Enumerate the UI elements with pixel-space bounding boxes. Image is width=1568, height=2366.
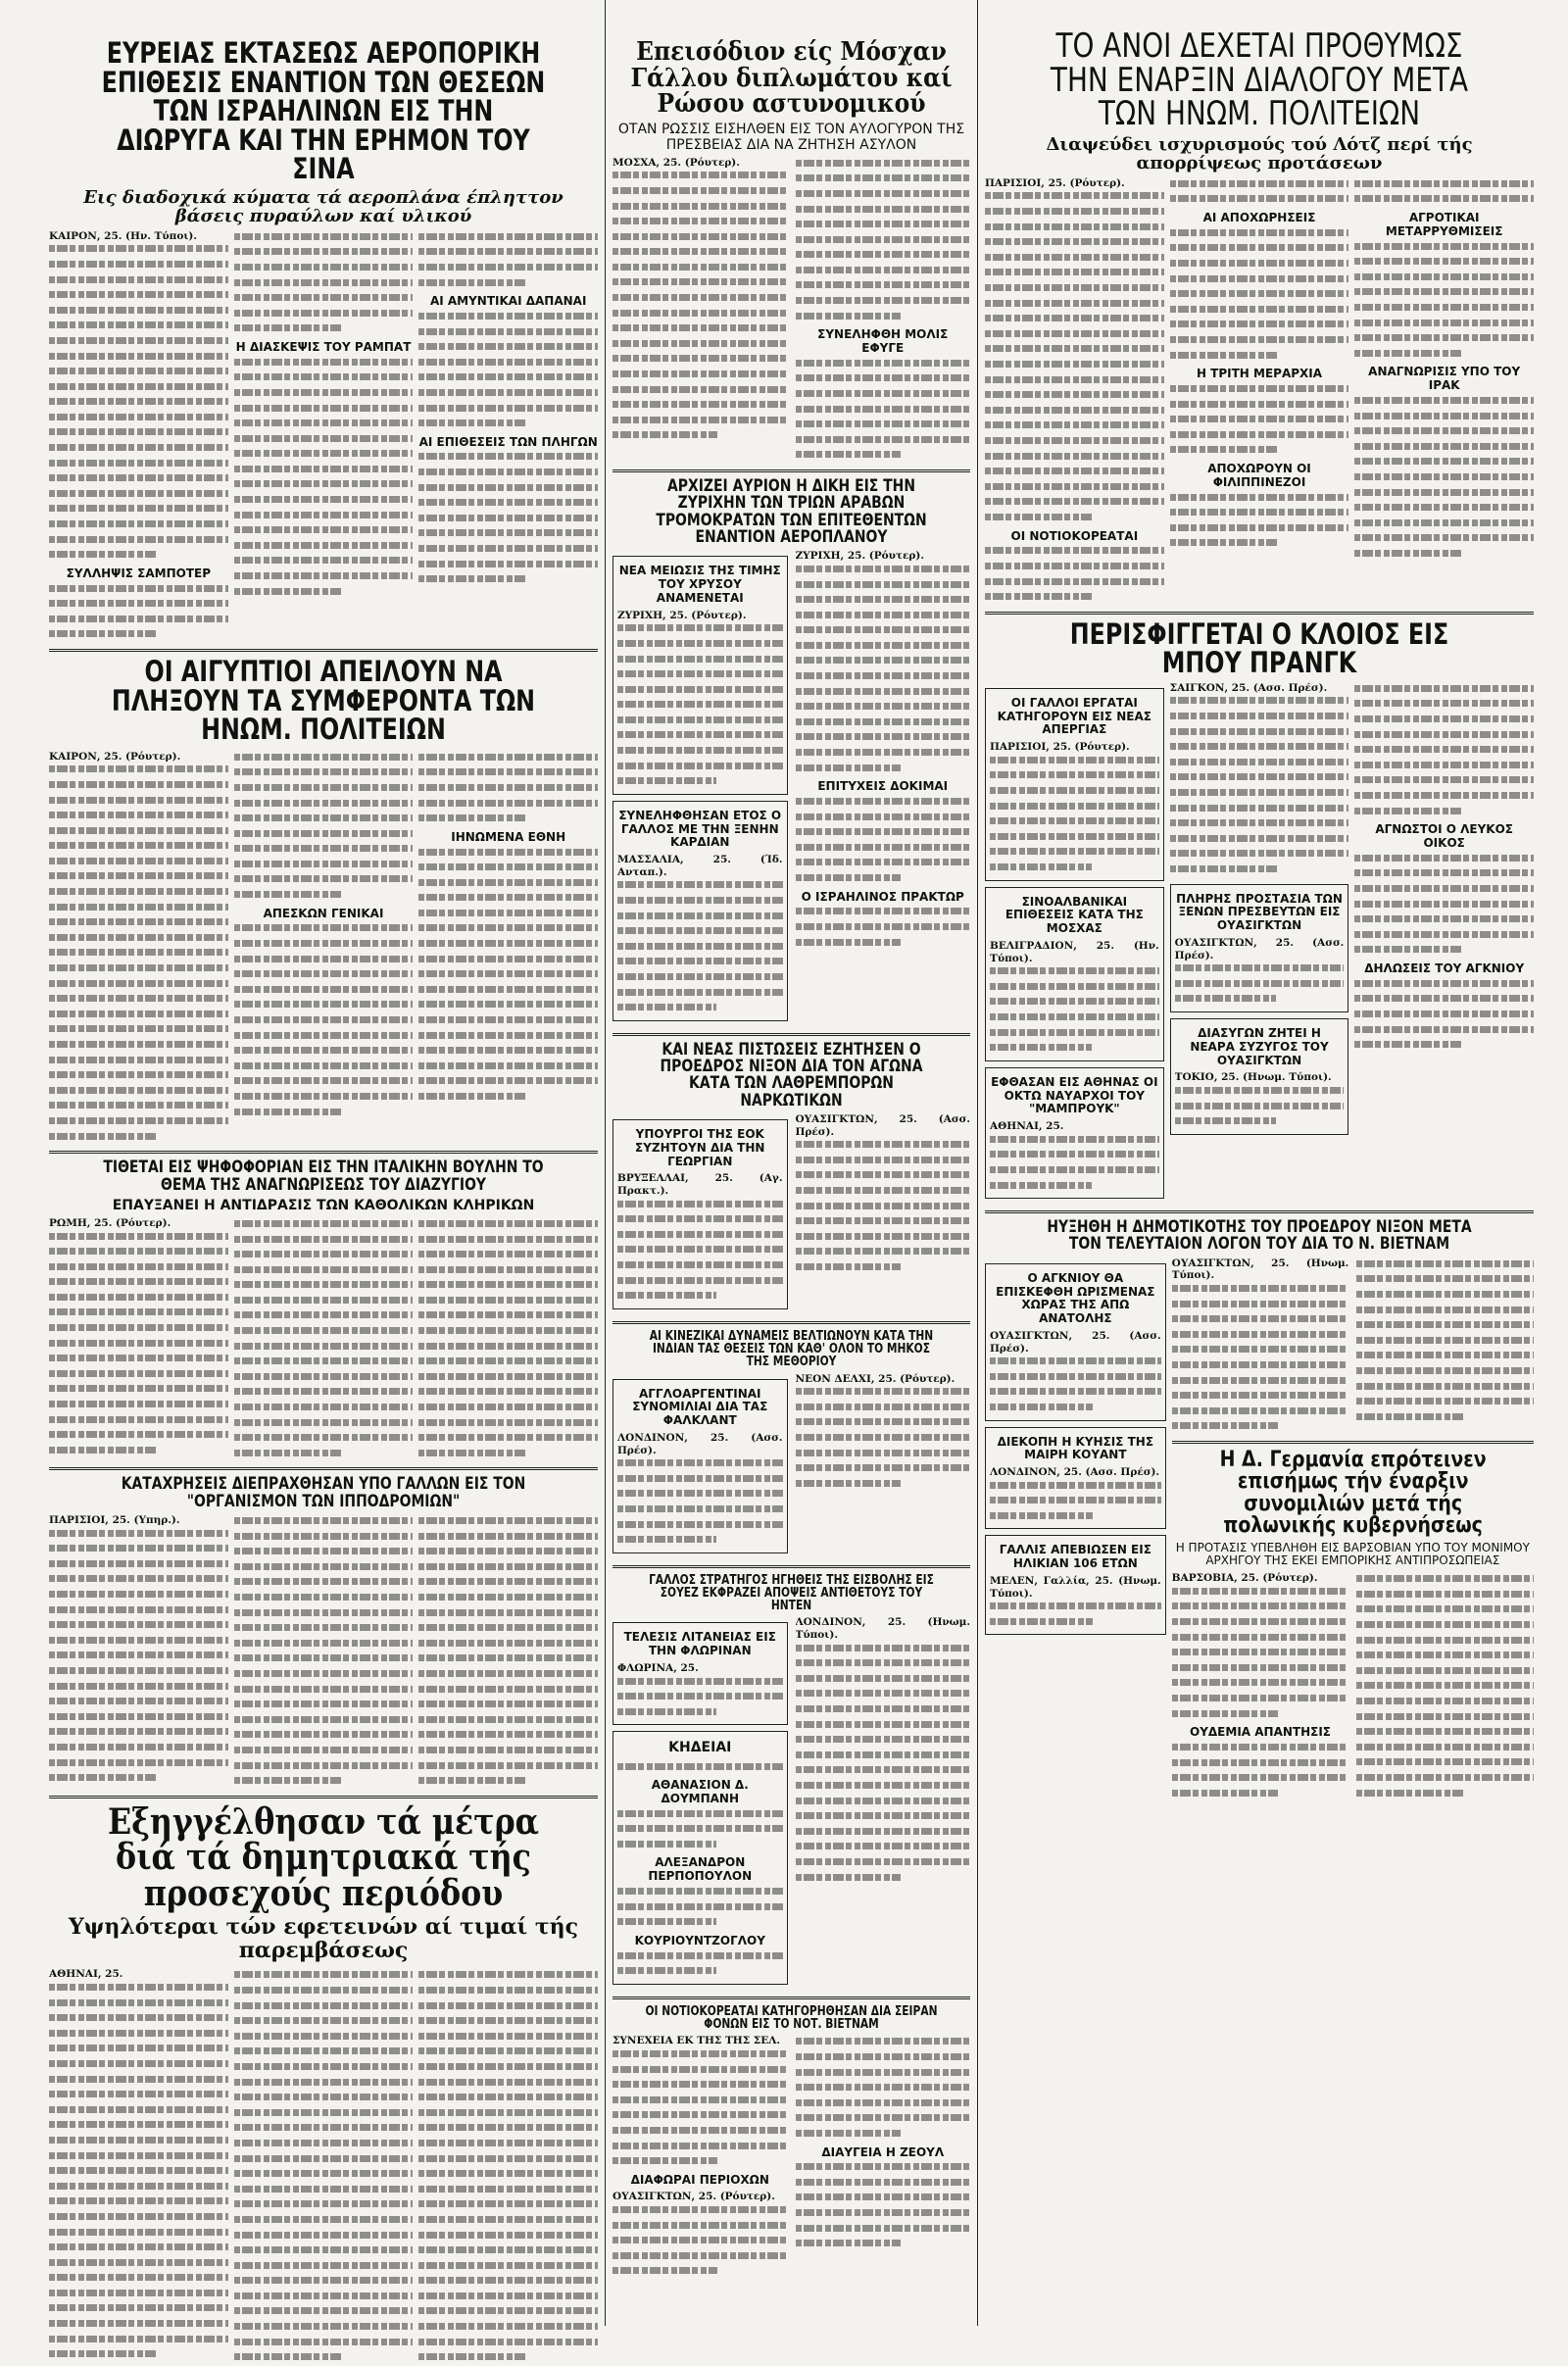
- box-falklands: [612, 1379, 788, 1553]
- column-middle: [612, 0, 970, 2280]
- subheading: ΕΠΑΥΞΑΝΕΙ Η ΑΝΤΙΔΡΑΣΙΣ ΤΩΝ ΚΑΘΟΛΙΚΩΝ ΚΛΗΡΙΚΩΝ: [112, 1197, 535, 1213]
- article-body: [49, 230, 598, 643]
- article-west-germany-poland: [1171, 1447, 1534, 1801]
- box-106-years: [985, 1535, 1166, 1635]
- headline: ΑΙ ΚΙΝΕΖΙΚΑΙ ΔΥΝΑΜΕΙΣ ΒΕΛΤΙΩΝΟΥΝ ΚΑΤΑ ΤΗΝ ΙΝΔΙΑΝ ΤΑΣ ΘΕΣΕΙΣ ΤΩΝ ΚΑΘ' ΟΛΟΝ ΤΟ ΜΗΚΟΣ ΤΗΣ ΜΕΘΟΡΙΟΥ: [649, 1328, 934, 1370]
- dateline: ΟΥΑΣΙΓΚΤΩΝ, 25. (Ασσ. Πρέσ).: [990, 1329, 1161, 1355]
- column-rule: [605, 0, 606, 2326]
- article-hanoi-dialogue: [985, 0, 1534, 606]
- dateline: ΜΟΣΧΑ, 25. (Ρόυτερ).: [612, 156, 740, 169]
- article-italy-divorce: [49, 1159, 598, 1461]
- headline: ΕΥΡΕΙΑΣ ΕΚΤΑΣΕΩΣ ΑΕΡΟΠΟΡΙΚΗ ΕΠΙΘΕΣΙΣ ΕΝΑΝΤΙΟΝ ΤΩΝ ΘΕΣΕΩΝ ΤΩΝ ΙΣΡΑΗΛΙΝΩΝ ΕΙΣ ΤΗΝ ΔΙΩΡΥΓΑ ΚΑΙ ΤΗΝ ΕΡΗΜΟΝ ΤΟΥ ΣΙΝΑ: [101, 36, 546, 186]
- box-eec-ministers: [612, 1119, 788, 1309]
- article-body: [49, 1968, 598, 2365]
- dateline: ΑΘΗΝΑΙ, 25.: [49, 1968, 123, 1981]
- box-admirals: [985, 1067, 1164, 1199]
- article-nixon-popularity: [985, 1219, 1534, 1801]
- subheading: ΑΓΝΩΣΤΟΙ Ο ΛΕΥΚΟΣ ΟΙΚΟΣ: [1375, 822, 1513, 851]
- subheading: ΙΗΝΩΜΕΝΑ ΕΘΝΗ: [451, 829, 566, 844]
- subheading: ΔΗΛΩΣΕΙΣ ΤΟΥ ΑΓΚΝΙΟΥ: [1364, 961, 1525, 975]
- headline: ΟΙ ΑΙΓΥΠΤΙΟΙ ΑΠΕΙΛΟΥΝ ΝΑ ΠΛΗΞΟΥΝ ΤΑ ΣΥΜΦΕΡΟΝΤΑ ΤΩΝ ΗΝΩΜ. ΠΟΛΙΤΕΙΩΝ: [111, 655, 536, 747]
- box-title: ΑΓΓΛΟΑΡΓΕΝΤΙΝΑΙ ΣΥΝΟΜΙΛΙΑΙ ΔΙΑ ΤΑΣ ΦΑΛΚΛΑΝΤ: [632, 1386, 768, 1428]
- subheading: ΣΥΝΕΛΗΦΘΗ ΜΟΛΙΣ ΕΦΥΓΕ: [817, 327, 949, 356]
- subheading: ΣΥΛΛΗΨΙΣ ΣΑΜΠΟΤΕΡ: [66, 566, 212, 580]
- article-body: [985, 177, 1534, 606]
- dateline: ΣΑΙΓΚΟΝ, 25. (Ασσ. Πρέσ).: [1169, 681, 1328, 694]
- box-title: ΟΙ ΓΑΛΛΟΙ ΕΡΓΑΤΑΙ ΚΑΤΗΓΟΡΟΥΝ ΕΙΣ ΝΕΑΣ ΑΠΕΡΓΙΑΣ: [997, 695, 1152, 737]
- box-divorce: [1170, 1018, 1349, 1135]
- headline: ΚΑΙ ΝΕΑΣ ΠΙΣΤΩΣΕΙΣ ΕΖΗΤΗΣΕΝ Ο ΠΡΟΕΔΡΟΣ ΝΙΞΟΝ ΔΙΑ ΤΟΝ ΑΓΩΝΑ ΚΑΤΑ ΤΩΝ ΛΑΘΡΕΜΠΟΡΩΝ ΝΑΡΚΩΤΙΚΩΝ: [660, 1039, 923, 1110]
- dateline: ΦΛΩΡΙΝΑ, 25.: [617, 1662, 699, 1675]
- dateline: ΛΟΝΔΙΝΟΝ, 25. (Ηνωμ. Τύποι).: [795, 1616, 970, 1642]
- headline: Η Δ. Γερμανία επρότεινεν επισήμως τήν έναρξιν συνομιλιών μετά τής πολωνικής κυβερνήσεως: [1219, 1447, 1487, 1539]
- subheading: Η ΔΙΑΣΚΕΨΙΣ ΤΟΥ ΡΑΜΠΑΤ: [235, 339, 412, 354]
- box-title: Ο ΑΓΚΝΙΟΥ ΘΑ ΕΠΙΣΚΕΦΘΗ ΩΡΙΣΜΕΝΑΣ ΧΩΡΑΣ ΤΗΣ ΑΠΩ ΑΝΑΤΟΛΗΣ: [996, 1270, 1155, 1326]
- article-body: [49, 1217, 598, 1462]
- dateline: ΒΕΛΙΓΡΑΔΙΟΝ, 25. (Ην. Τύποι).: [990, 940, 1159, 964]
- article-body: [985, 682, 1534, 1205]
- dateline: ΤΟΚΙΟ, 25. (Ηνωμ. Τύποι).: [1174, 1071, 1332, 1084]
- subheading: ΕΠΙΤΥΧΕΙΣ ΔΟΚΙΜΑΙ: [817, 779, 949, 794]
- box-title: ΓΑΛΛΙΣ ΑΠΕΒΙΩΣΕΝ ΕΙΣ ΗΛΙΚΙΑΝ 106 ΕΤΩΝ: [999, 1543, 1152, 1571]
- box-ambassadors: [1170, 884, 1349, 1012]
- column-right: [985, 0, 1534, 1801]
- dateline: ΒΑΡΣΟΒΙΑ, 25. (Ρόυτερ).: [1171, 1572, 1318, 1585]
- column-left: [49, 0, 598, 2366]
- box-title: ΔΙΑΣΥΓΩΝ ΖΗΤΕΙ Η ΝΕΑΡΑ ΣΥΖΥΓΟΣ ΤΟΥ ΟΥΑΣΙΓΚΤΩΝ: [1190, 1025, 1329, 1067]
- headline: ΚΑΤΑΧΡΗΣΕΙΣ ΔΙΕΠΡΑΧΘΗΣΑΝ ΥΠΟ ΓΑΛΛΩΝ ΕΙΣ ΤΟΝ "ΟΡΓΑΝΙΣΜΟΝ ΤΩΝ ΙΠΠΟΔΡΟΜΙΩΝ": [121, 1474, 526, 1511]
- headline: ΑΡΧΙΖΕΙ ΑΥΡΙΟΝ Η ΔΙΚΗ ΕΙΣ ΤΗΝ ΖΥΡΙΧΗΝ ΤΩΝ ΤΡΙΩΝ ΑΡΑΒΩΝ ΤΡΟΜΟΚΡΑΤΩΝ ΤΩΝ ΕΠΙΤΕΘΕΝΤΩΝ ΕΝΑΝΤΙΟΝ ΑΕΡΟΠΛΑΝΟΥ: [656, 476, 927, 547]
- subheading: ΟΙ ΝΟΤΙΟΚΟΡΕΑΤΑΙ: [1010, 528, 1139, 543]
- dateline: ΖΥΡΙΧΗ, 25. (Ρόυτερ).: [617, 609, 747, 621]
- box-heart: [612, 801, 788, 1021]
- box-funerals: [612, 1731, 788, 1984]
- deck: Υψηλότεραι τών εφετεινών αί τιμαί τής παρεμβάσεως: [68, 1913, 579, 1963]
- dateline: ΜΕΛΕΝ, Γαλλία, 25. (Ηνωμ. Τύποι).: [990, 1575, 1161, 1600]
- subheading: ΑΓΡΟΤΙΚΑΙ ΜΕΤΑΡΡΥΘΜΙΣΕΙΣ: [1385, 211, 1503, 238]
- dateline: ΠΑΡΙΣΙΟΙ, 25. (Υπηρ.).: [49, 1514, 180, 1527]
- article-hippodromes: [49, 1476, 598, 1789]
- deck: Εις διαδοχικά κύματα τά αεροπλάνα έπληττον βάσεις πυραύλων καί υλικού: [83, 186, 564, 227]
- article-body: [49, 751, 598, 1145]
- dateline: ΟΥΑΣΙΓΚΤΩΝ, 25. (Ηνωμ. Τύποι).: [1171, 1257, 1349, 1282]
- dateline: ΟΥΑΣΙΓΚΤΩΝ, 25. (Ασσ. Πρέσ).: [795, 1113, 970, 1138]
- headline: ΗΥΞΗΘΗ Η ΔΗΜΟΤΙΚΟΤΗΣ ΤΟΥ ΠΡΟΕΔΡΟΥ ΝΙΞΟΝ ΜΕΤΑ ΤΟΝ ΤΕΛΕΥΤΑΙΟΝ ΛΟΓΟΝ ΤΟΥ ΔΙΑ ΤΟ Ν. ΒΙΕΤΝΑΜ: [1047, 1217, 1472, 1255]
- dateline: ΖΥΡΙΧΗ, 25. (Ρόυτερ).: [795, 550, 924, 563]
- box-sino-albanian: [985, 887, 1164, 1061]
- headline: Εξηγγέλθησαν τά μέτρα διά τά δημητριακά τής προσεχούς περιόδου: [107, 1800, 540, 1915]
- article-air-strike: [49, 0, 598, 643]
- subheading: ΑΙ ΑΜΥΝΤΙΚΑΙ ΔΑΠΑΝΑΙ: [429, 294, 587, 309]
- headline: ΠΕΡΙΣΦΙΓΓΕΤΑΙ Ο ΚΛΟΙΟΣ ΕΙΣ ΜΠΟΥ ΠΡΑΝΓΚ: [1069, 616, 1449, 680]
- box-title: ΤΕΛΕΣΙΣ ΛΙΤΑΝΕΙΑΣ ΕΙΣ ΤΗΝ ΦΛΩΡΙΝΑΝ: [623, 1630, 776, 1658]
- box-title: ΕΦΘΑΣΑΝ ΕΙΣ ΑΘΗΝΑΣ ΟΙ ΟΚΤΩ ΝΑΥΑΡΧΟΙ ΤΟΥ "ΜΑΜΠΡΟΥΚ": [991, 1074, 1158, 1116]
- article-body: [612, 1616, 970, 1990]
- headline: ΟΙ ΝΟΤΙΟΚΟΡΕΑΤΑΙ ΚΑΤΗΓΟΡΗΘΗΣΑΝ ΔΙΑ ΣΕΙΡΑΝ ΦΟΝΩΝ ΕΙΣ ΤΟ ΝΟΤ. ΒΙΕΤΝΑΜ: [645, 2003, 938, 2033]
- box-title: ΚΗΔΕΙΑΙ: [668, 1740, 732, 1756]
- dateline: ΠΑΡΙΣΙΟΙ, 25. (Ρόυτερ).: [985, 176, 1125, 189]
- article-body: [612, 157, 970, 464]
- headline: ΓΑΛΛΟΣ ΣΤΡΑΤΗΓΟΣ ΗΓΗΘΕΙΣ ΤΗΣ ΕΙΣΒΟΛΗΣ ΕΙΣ ΣΟΥΕΖ ΕΚΦΡΑΖΕΙ ΑΠΟΨΕΙΣ ΑΝΤΙΘΕΤΟΥΣ ΤΟΥ ΗΝΤΕΝ: [649, 1572, 934, 1614]
- headline: ΤΟ ΑΝΟΙ ΔΕΧΕΤΑΙ ΠΡΟΘΥΜΩΣ ΤΗΝ ΕΝΑΡΞΙΝ ΔΙΑΛΟΓΟΥ ΜΕΤΑ ΤΩΝ ΗΝΩΜ. ΠΟΛΙΤΕΙΩΝ: [1050, 26, 1469, 134]
- subheading: ΑΠΕΣΚΩΝ ΓΕΝΙΚΑΙ: [263, 906, 384, 920]
- box-title: ΠΛΗΡΗΣ ΠΡΟΣΤΑΣΙΑ ΤΩΝ ΞΕΝΩΝ ΠΡΕΣΒΕΥΤΩΝ ΕΙΣ ΟΥΑΣΙΓΚΤΩΝ: [1176, 891, 1343, 933]
- dateline: ΝΕΟΝ ΔΕΛΧΙ, 25. (Ρόυτερ).: [795, 1372, 956, 1385]
- dateline: ΛΟΝΔΙΝΟΝ, 25. (Ασσ. Πρέσ).: [617, 1431, 783, 1456]
- article-china-india: [612, 1330, 970, 1559]
- article-body: [612, 550, 970, 1026]
- article-zurich-trial: [612, 478, 970, 1027]
- article-body: [612, 1113, 970, 1315]
- subheading: ΔΙΑΥΓΕΙΑ Η ΖΕΟΥΛ: [821, 2144, 945, 2159]
- subheading: ΑΙ ΕΠΙΘΕΣΕΙΣ ΤΩΝ ΠΛΗΓΩΝ: [418, 434, 598, 449]
- article-body: [612, 2035, 970, 2280]
- box-title: ΔΙΕΚΟΠΗ Η ΚΥΗΣΙΣ ΤΗΣ ΜΑΙΡΗ ΚΟΥΑΝΤ: [997, 1434, 1154, 1462]
- subheading: ΑΠΟΧΩΡΟΥΝ ΟΙ ΦΙΛΙΠΠΙΝΕΖΟΙ: [1207, 461, 1311, 489]
- subheading: ΣΥΝΕΧΕΙΑ ΕΚ ΤΗΣ ΤΗΣ ΣΕΛ.: [612, 2035, 781, 2047]
- article-grain-measures: [49, 1800, 598, 2366]
- article-moscow-incident: [612, 0, 970, 464]
- subheading: ΟΤΑΝ ΡΩΣΣΙΣ ΕΙΣΗΛΘΕΝ ΕΙΣ ΤΟΝ ΑΥΛΟΓΥΡΟΝ ΤΗΣ ΠΡΕΣΒΕΙΑΣ ΔΙΑ ΝΑ ΖΗΤΗΣΗ ΑΣΥΛΟΝ: [617, 121, 965, 153]
- dateline: ΟΥΑΣΙΓΚΤΩΝ, 25. (Ρόυτερ).: [612, 2191, 775, 2203]
- box-agnew: [985, 1263, 1166, 1421]
- subheading: ΔΙΑΦΩΡΑΙ ΠΕΡΙΟΧΩΝ: [630, 2172, 769, 2187]
- dateline: ΑΘΗΝΑΙ, 25.: [990, 1120, 1064, 1133]
- article-suez-general: [612, 1574, 970, 1991]
- funeral-name: ΚΟΥΡΙΟΥΝΤΖΟΓΛΟΥ: [634, 1933, 765, 1947]
- dateline: ΠΑΡΙΣΙΟΙ, 25. (Ρόυτερ).: [990, 741, 1130, 754]
- article-body: [612, 1373, 970, 1559]
- dateline: ΚΑΙΡΟΝ, 25. (Ην. Τύποι).: [49, 229, 198, 242]
- article-nixon-narcotics: [612, 1039, 970, 1315]
- box-title: ΥΠΟΥΡΓΟΙ ΤΗΣ ΕΟΚ ΣΥΖΗΤΟΥΝ ΔΙΑ ΤΗΝ ΓΕΩΡΓΙΑΝ: [635, 1127, 765, 1168]
- dateline: ΒΡΥΞΕΛΛΑΙ, 25. (Αγ. Πρακτ.).: [617, 1172, 783, 1198]
- funeral-name: ΑΘΑΝΑΣΙΟΝ Δ. ΔΟΥΜΠΑΝΗ: [651, 1778, 749, 1805]
- article-body: [49, 1514, 598, 1790]
- article-korean-vietnam: [612, 2005, 970, 2280]
- box-title: ΝΕΑ ΜΕΙΩΣΙΣ ΤΗΣ ΤΙΜΗΣ ΤΟΥ ΧΡΥΣΟΥ ΑΝΑΜΕΝΕΤΑΙ: [618, 564, 781, 605]
- box-florina: [612, 1622, 788, 1725]
- box-gold-price: [612, 556, 788, 795]
- subheading: Ο ΙΣΡΑΗΛΙΝΟΣ ΠΡΑΚΤΩΡ: [801, 889, 964, 904]
- box-french-workers: [985, 688, 1164, 881]
- article-egyptians-threaten: [49, 655, 598, 1145]
- dateline: ΡΩΜΗ, 25. (Ρόυτερ).: [49, 1216, 172, 1229]
- deck: Διαψεύδει ισχυρισμούς τού Λότζ περί τής απορρίψεως προτάσεων: [1046, 134, 1473, 174]
- article-body: [985, 1257, 1534, 1802]
- dateline: ΟΥΑΣΙΓΚΤΩΝ, 25. (Ασσ. Πρέσ).: [1174, 936, 1345, 961]
- article-bu-prang: [985, 616, 1534, 1205]
- subheading: ΑΝΑΓΝΩΡΙΣΙΣ ΥΠΟ ΤΟΥ ΙΡΑΚ: [1368, 365, 1521, 393]
- headline: Επεισόδιον είς Μόσχαν Γάλλου διπλωμάτου καί Ρώσου αστυνομικού: [630, 37, 953, 120]
- subheading: Η ΤΡΙΤΗ ΜΕΡΑΡΧΙΑ: [1196, 367, 1323, 381]
- column-rule: [977, 0, 978, 2326]
- dateline: ΚΑΙΡΟΝ, 25. (Ρόυτερ).: [49, 750, 181, 763]
- subheading: ΑΙ ΑΠΟΧΩΡΗΣΕΙΣ: [1202, 211, 1316, 225]
- dateline: ΛΟΝΔΙΝΟΝ, 25. (Ασσ. Πρέσ).: [990, 1466, 1160, 1479]
- box-title: ΣΙΝΟΑΛΒΑΝΙΚΑΙ ΕΠΙΘΕΣΕΙΣ ΚΑΤΑ ΤΗΣ ΜΟΣΧΑΣ: [1004, 894, 1144, 936]
- headline: ΤΙΘΕΤΑΙ ΕΙΣ ΨΗΦΟΦΟΡΙΑΝ ΕΙΣ ΤΗΝ ΙΤΑΛΙΚΗΝ ΒΟΥΛΗΝ ΤΟ ΘΕΜΑ ΤΗΣ ΑΝΑΓΝΩΡΙΣΕΩΣ ΤΟΥ ΔΙΑΖΥΓΙΟΥ: [103, 1158, 544, 1195]
- subheading: ΟΥΔΕΜΙΑ ΑΠΑΝΤΗΣΙΣ: [1190, 1725, 1331, 1740]
- box-mary-quant: [985, 1427, 1166, 1530]
- funeral-name: ΑΛΕΞΑΝΔΡΟΝ ΠΕΡΠΟΠΟΥΛΟΝ: [648, 1855, 753, 1884]
- subheading: Η ΠΡΟΤΑΣΙΣ ΥΠΕΒΛΗΘΗ ΕΙΣ ΒΑΡΣΟΒΙΑΝ ΥΠΟ ΤΟΥ ΜΟΝΙΜΟΥ ΑΡΧΗΓΟΥ ΤΗΣ ΕΚΕΙ ΕΜΠΟΡΙΚΗΣ ΑΝΤΙΠΡΟΣΩΠΕΙΑΣ: [1175, 1540, 1530, 1568]
- dateline: ΜΑΣΣΑΛΙΑ, 25. (Ίδ. Ανταπ.).: [617, 854, 783, 878]
- box-title: ΣΥΝΕΛΗΦΘΗΣΑΝ ΕΤΟΣ Ο ΓΑΛΛΟΣ ΜΕ ΤΗΝ ΞΕΝΗΝ ΚΑΡΔΙΑΝ: [618, 808, 782, 850]
